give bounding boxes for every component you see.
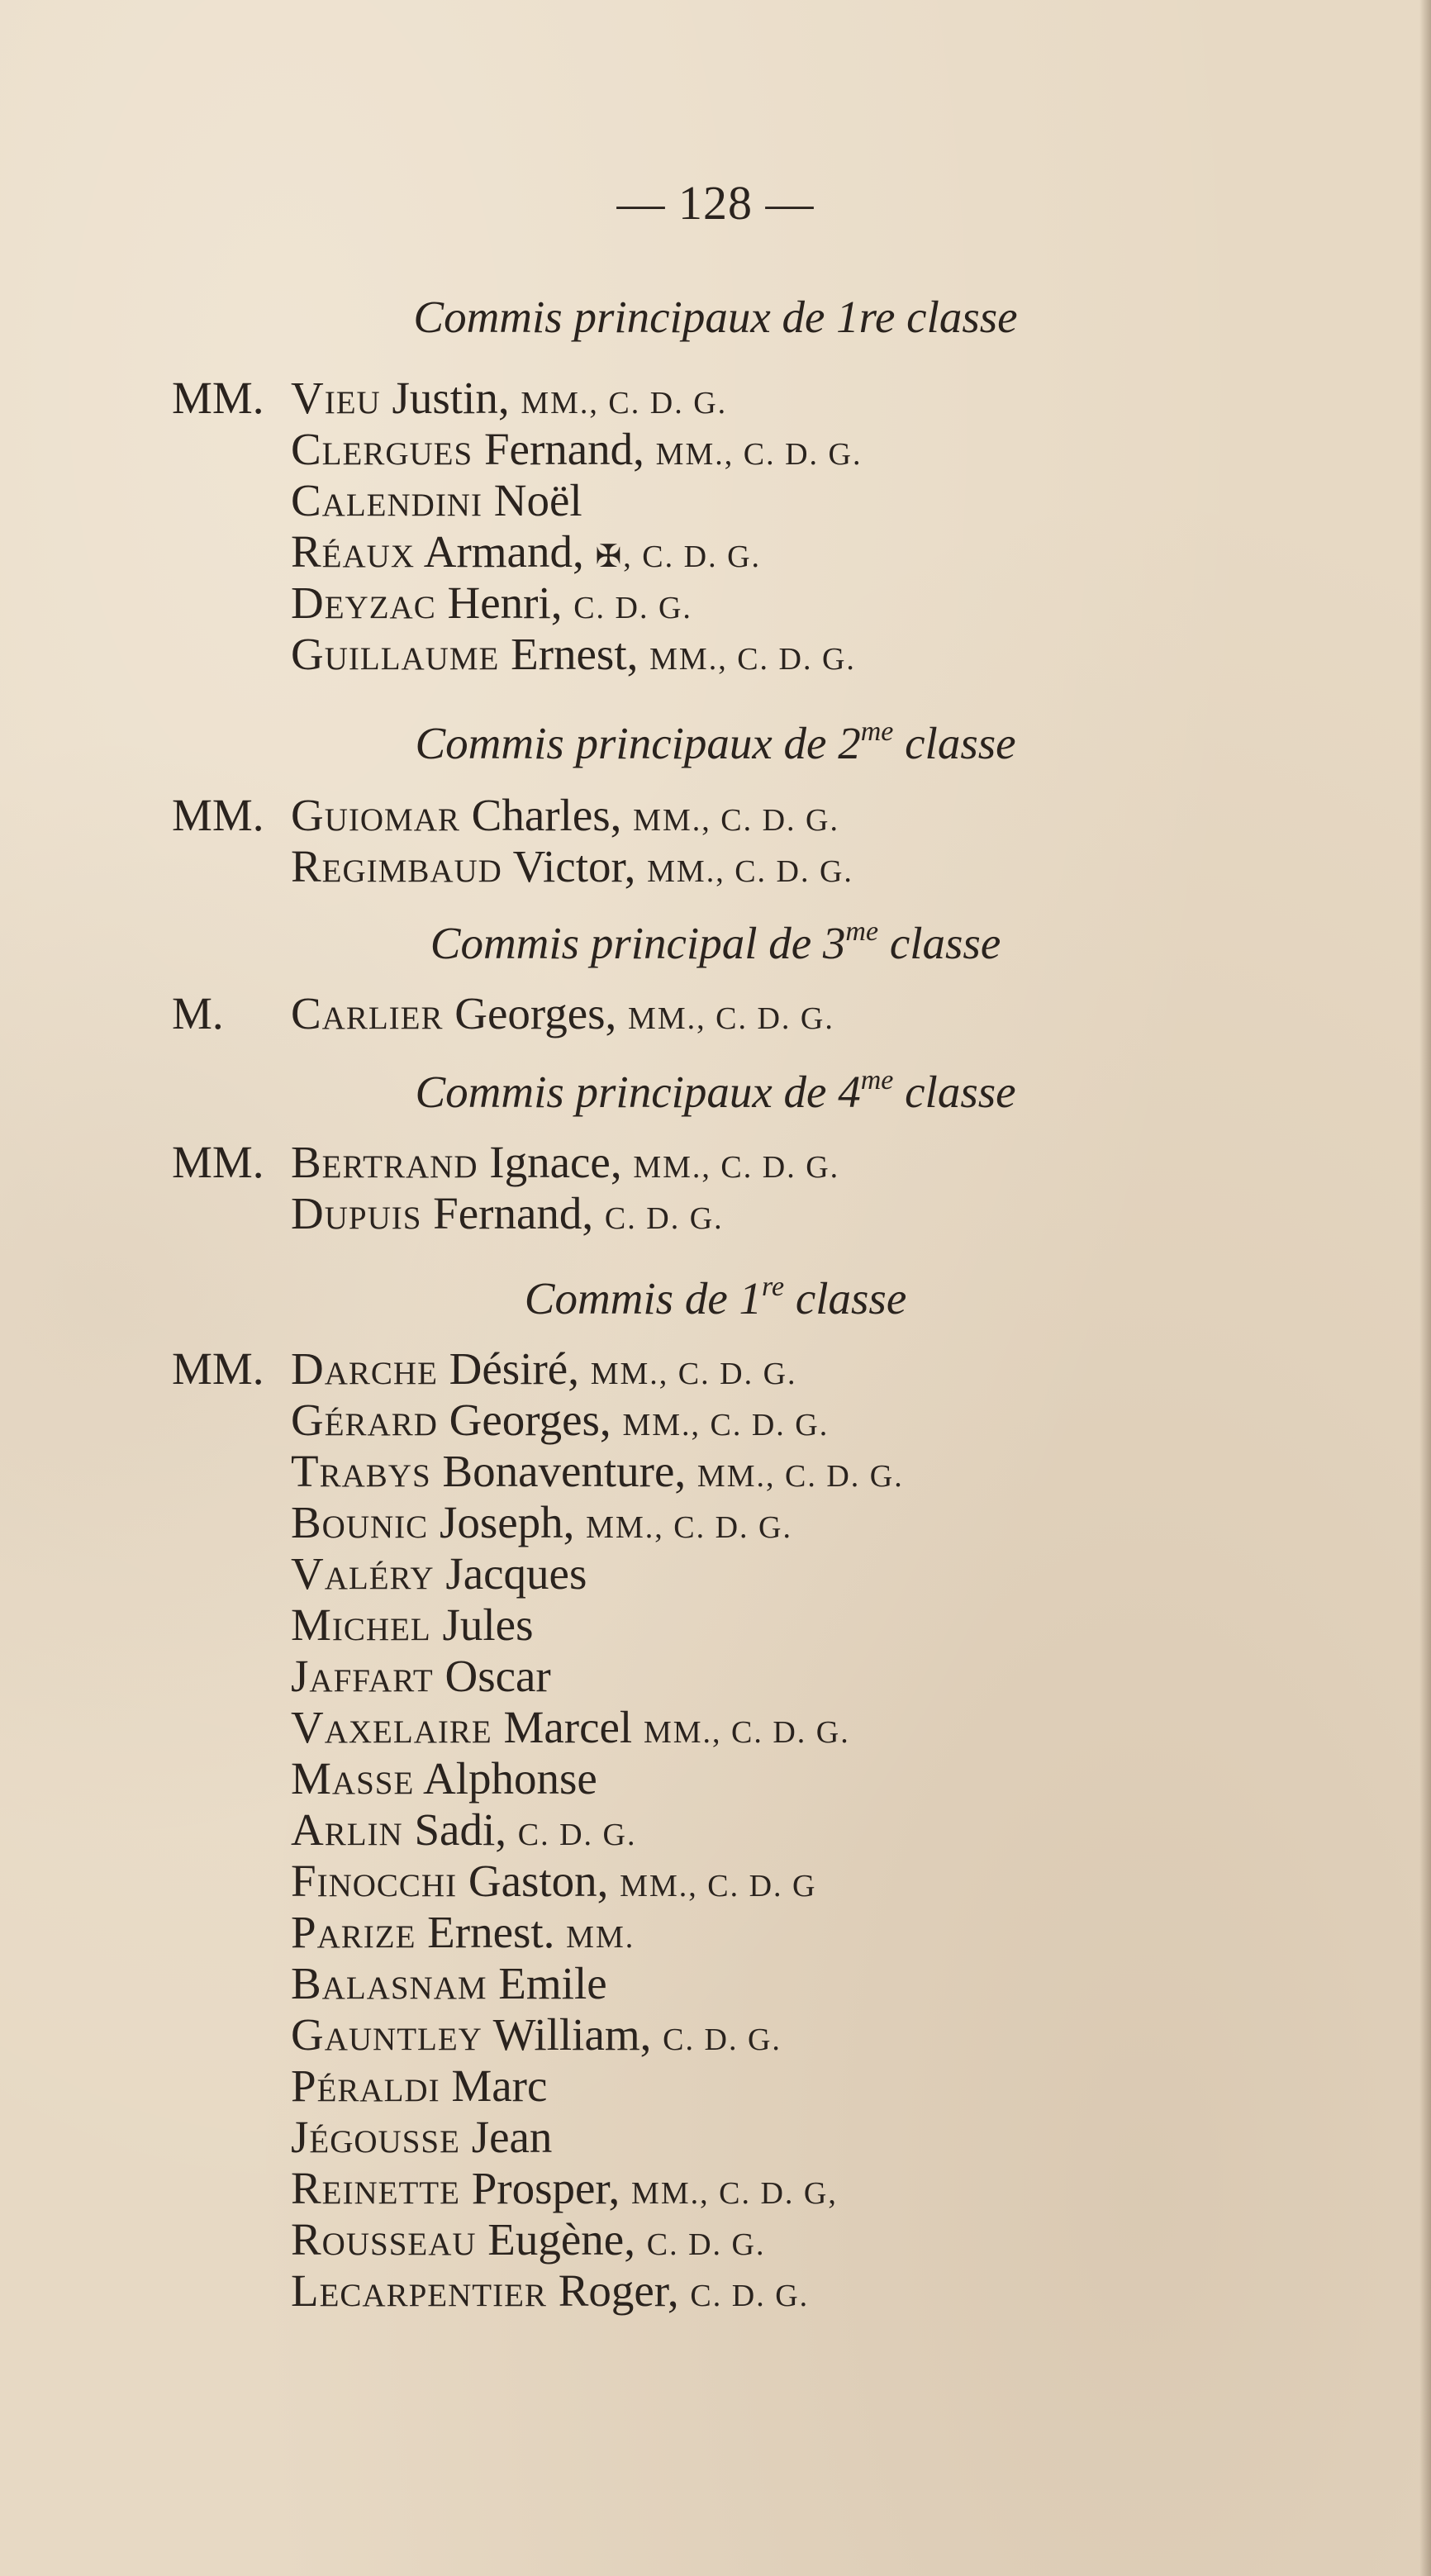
section-heading	[0, 917, 1431, 969]
entry-given-name: Noël	[493, 475, 582, 525]
entry-suffix: MM., C. D. G.	[586, 1510, 792, 1545]
entry-given-name: Eugène,	[487, 2214, 635, 2265]
salutation: M.	[172, 988, 224, 1038]
list-entry	[291, 1547, 587, 1599]
section-heading-sup: me	[860, 1065, 894, 1096]
entry-surname: Deyzac	[291, 577, 436, 628]
section-heading-text: Commis principaux de 1re classe	[413, 292, 1018, 342]
entry-given-name: Roger,	[558, 2265, 679, 2316]
entry-surname: Guillaume	[291, 629, 500, 679]
entry-surname: Calendini	[291, 475, 483, 525]
page-number: — 128 —	[616, 176, 815, 230]
entry-surname: Darche	[291, 1343, 438, 1394]
list-entry	[291, 628, 856, 680]
section-heading-sup: re	[762, 1271, 785, 1302]
entry-surname: Jégousse	[291, 2112, 460, 2162]
entry-given-name: Emile	[498, 1958, 607, 2008]
entry-suffix: MM., C. D. G.	[628, 1001, 834, 1036]
entry-given-name: Jules	[442, 1599, 534, 1650]
entry-given-name: Ernest,	[511, 629, 639, 679]
entry-surname: Masse	[291, 1753, 415, 1804]
entry-surname: Vaxelaire	[291, 1702, 492, 1752]
list-entry	[291, 1136, 839, 1188]
entry-suffix: MM., C. D. G.	[655, 437, 863, 472]
entry-suffix: MM., C. D. G.	[622, 1408, 830, 1442]
section-heading-tail: classe	[878, 918, 1001, 968]
entry-given-name: Ignace,	[489, 1137, 622, 1187]
section-heading	[0, 291, 1431, 343]
entry-given-name: Joseph,	[439, 1497, 575, 1547]
entry-suffix: C. D. G.	[573, 591, 692, 625]
entry-surname: Parize	[291, 1907, 416, 1957]
entry-given-name: Prosper,	[471, 2163, 620, 2213]
salutation: MM.	[172, 790, 264, 840]
entry-surname: Arlin	[291, 1804, 403, 1855]
entry-surname: Clergues	[291, 424, 473, 474]
section-heading-tail: classe	[893, 718, 1016, 768]
entry-surname: Dupuis	[291, 1188, 422, 1238]
list-entry	[291, 525, 761, 577]
entry-surname: Jaffart	[291, 1651, 434, 1701]
list-entry	[291, 1343, 797, 1395]
list-entry	[291, 1187, 724, 1239]
entry-given-name: Sadi,	[414, 1804, 506, 1855]
entry-given-name: Armand,	[423, 526, 584, 577]
entry-surname: Guiomar	[291, 790, 460, 840]
entry-given-name: Jean	[471, 2112, 553, 2162]
list-entry	[291, 2008, 782, 2060]
list-entry	[291, 1650, 551, 1702]
entry-suffix: MM., C. D. G.	[649, 642, 856, 677]
entry-given-name: Marc	[451, 2060, 548, 2111]
entry-given-name: Fernand,	[483, 424, 644, 474]
salutation: MM.	[172, 1343, 264, 1394]
entry-surname: Péraldi	[291, 2060, 440, 2111]
list-entry	[291, 474, 582, 526]
list-entry	[291, 1701, 850, 1753]
entry-suffix: C. D. G.	[517, 1818, 637, 1852]
section-heading-text: Commis principal de 3	[430, 918, 846, 968]
section-heading-sup: me	[860, 716, 894, 747]
section-heading	[0, 717, 1431, 769]
list-entry	[291, 1906, 635, 1958]
entry-given-name: Fernand,	[433, 1188, 594, 1238]
entry-surname: Bertrand	[291, 1137, 478, 1187]
entry-given-name: Georges,	[449, 1395, 611, 1445]
list-entry	[291, 423, 862, 475]
entry-surname: Rousseau	[291, 2214, 477, 2265]
entry-surname: Carlier	[291, 988, 444, 1038]
section-heading	[0, 1066, 1431, 1118]
entry-given-name: Désiré,	[449, 1343, 579, 1394]
list-entry	[291, 2162, 838, 2214]
entry-surname: Bounic	[291, 1497, 429, 1547]
section-heading	[0, 1272, 1431, 1324]
entry-given-name: Gaston,	[468, 1856, 609, 1906]
section-heading-text: Commis principaux de 4	[415, 1067, 861, 1117]
list-entry	[291, 1752, 597, 1804]
entry-surname: Valéry	[291, 1548, 435, 1599]
entry-suffix: MM.	[566, 1920, 635, 1955]
list-entry	[291, 1957, 607, 2009]
entry-given-name: Ernest.	[427, 1907, 555, 1957]
entry-given-name: Georges,	[454, 988, 617, 1038]
entry-given-name: Charles,	[471, 790, 622, 840]
list-entry	[291, 840, 853, 892]
list-entry	[291, 1855, 816, 1907]
list-entry	[291, 2213, 765, 2265]
salutation: MM.	[172, 373, 264, 423]
list-entry	[291, 2111, 552, 2163]
entry-given-name: Oscar	[445, 1651, 551, 1701]
entry-given-name: Marcel	[503, 1702, 633, 1752]
entry-suffix: MM., C. D. G.	[696, 1459, 904, 1494]
entry-suffix: MM., C. D. G,	[631, 2176, 838, 2211]
entry-suffix: C. D. G.	[604, 1201, 724, 1236]
list-entry	[291, 577, 692, 629]
entry-given-name: Henri,	[447, 577, 563, 628]
entry-given-name: William,	[492, 2009, 652, 2060]
list-entry	[291, 1804, 636, 1856]
list-entry	[291, 1445, 904, 1497]
entry-suffix: MM., C. D. G.	[590, 1357, 797, 1391]
entry-suffix: MM., C. D. G.	[633, 803, 839, 838]
entry-surname: Regimbaud	[291, 841, 502, 891]
entry-surname: Lecarpentier	[291, 2265, 547, 2316]
section-heading-sup: me	[845, 916, 879, 947]
entry-surname: Gauntley	[291, 2009, 483, 2060]
list-entry	[291, 372, 727, 424]
entry-given-name: Alphonse	[423, 1753, 597, 1804]
entry-surname: Gérard	[291, 1395, 438, 1445]
list-entry	[291, 1599, 533, 1651]
entry-given-name: Bonaventure,	[442, 1446, 687, 1496]
entry-surname: Réaux	[291, 526, 416, 577]
entry-suffix: C. D. G.	[663, 2022, 782, 2057]
salutation: MM.	[172, 1137, 264, 1187]
entry-suffix: C. D. G.	[646, 2227, 766, 2262]
list-entry	[291, 2060, 547, 2112]
entry-surname: Balasnam	[291, 1958, 487, 2008]
entry-suffix: MM., C. D. G.	[633, 1150, 840, 1185]
entry-given-name: Victor,	[512, 841, 636, 891]
entry-given-name: Jacques	[445, 1548, 587, 1599]
entry-suffix: MM., C. D. G.	[643, 1715, 850, 1750]
entry-suffix: MM., C. D. G.	[521, 386, 728, 421]
entry-suffix: ✠, C. D. G.	[595, 539, 762, 574]
entry-suffix: MM., C. D. G	[620, 1869, 817, 1903]
list-entry	[291, 1394, 829, 1446]
entry-surname: Reinette	[291, 2163, 460, 2213]
entry-surname: Trabys	[291, 1446, 431, 1496]
entry-suffix: MM., C. D. G.	[647, 854, 853, 889]
section-heading-tail: classe	[893, 1067, 1016, 1117]
list-entry	[291, 987, 834, 1039]
list-entry	[291, 2265, 809, 2317]
entry-surname: Finocchi	[291, 1856, 458, 1906]
section-heading-tail: classe	[784, 1273, 907, 1324]
section-heading-text: Commis principaux de 2	[415, 718, 861, 768]
entry-surname: Michel	[291, 1599, 431, 1650]
entry-given-name: Justin,	[392, 373, 510, 423]
entry-suffix: C. D. G.	[690, 2279, 810, 2313]
list-entry	[291, 789, 839, 841]
list-entry	[291, 1496, 792, 1548]
section-heading-text: Commis de 1	[524, 1273, 762, 1324]
entry-surname: Vieu	[291, 373, 381, 423]
